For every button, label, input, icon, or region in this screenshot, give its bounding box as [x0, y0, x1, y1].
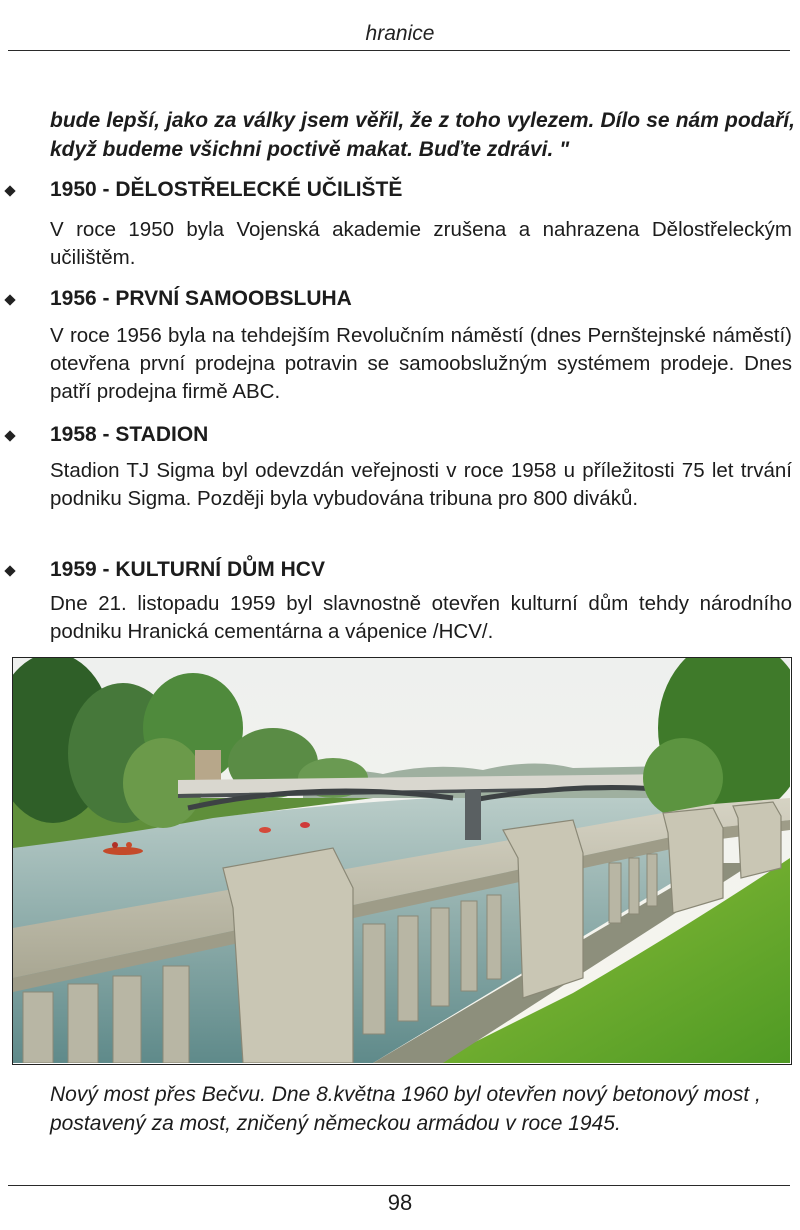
header-rule — [8, 50, 790, 51]
diamond-bullet-icon — [4, 185, 15, 196]
entry-body: V roce 1950 byla Vojenská akademie zrušena a nahrazena Dělostřeleckým učilištěm. — [50, 218, 792, 269]
entry-body: Stadion TJ Sigma byl odevzdán veřejnosti v roce 1958 u příležitosti 75 let trvání podniku Sigma. Později byla vybudována tribuna pro 800 diváků. — [50, 459, 792, 510]
entry-title: 1956 - PRVNÍ SAMOOBSLUHA — [50, 287, 352, 310]
entry-title: 1959 - KULTURNÍ DŮM HCV — [50, 558, 325, 581]
diamond-bullet-icon — [4, 430, 15, 441]
entry-title: 1950 - DĚLOSTŘELECKÉ UČILIŠTĚ — [50, 178, 403, 201]
diamond-bullet-icon — [4, 565, 15, 576]
quote-paragraph: bude lepší, jako za války jsem věřil, že z toho vylezem. Dílo se nám podaří, když budeme všichni poctivě makat. Buďte zdrávi. " — [50, 109, 795, 161]
bridge-photo — [12, 657, 792, 1065]
diamond-bullet-icon — [4, 294, 15, 305]
entry-body: V roce 1956 byla na tehdejším Revolučním náměstí (dnes Pernštejnské náměstí) otevřena první prodejna potravin se samoobslužným systémem prodeje. Dnes patří prodejna firmě ABC. — [50, 324, 792, 403]
entry-title: 1958 - STADION — [50, 423, 209, 446]
entry-body: Dne 21. listopadu 1959 byl slavnostně otevřen kulturní dům tehdy národního podniku Hranická cementárna a vápenice /HCV/. — [50, 592, 792, 643]
page-number: 98 — [387, 1190, 413, 1215]
footer-rule — [8, 1185, 790, 1186]
photo-caption: Nový most přes Bečvu. Dne 8.května 1960 byl otevřen nový betonový most , postavený za most, zničený německou armádou v roce 1945. — [50, 1083, 761, 1135]
running-header: hranice — [365, 22, 435, 45]
